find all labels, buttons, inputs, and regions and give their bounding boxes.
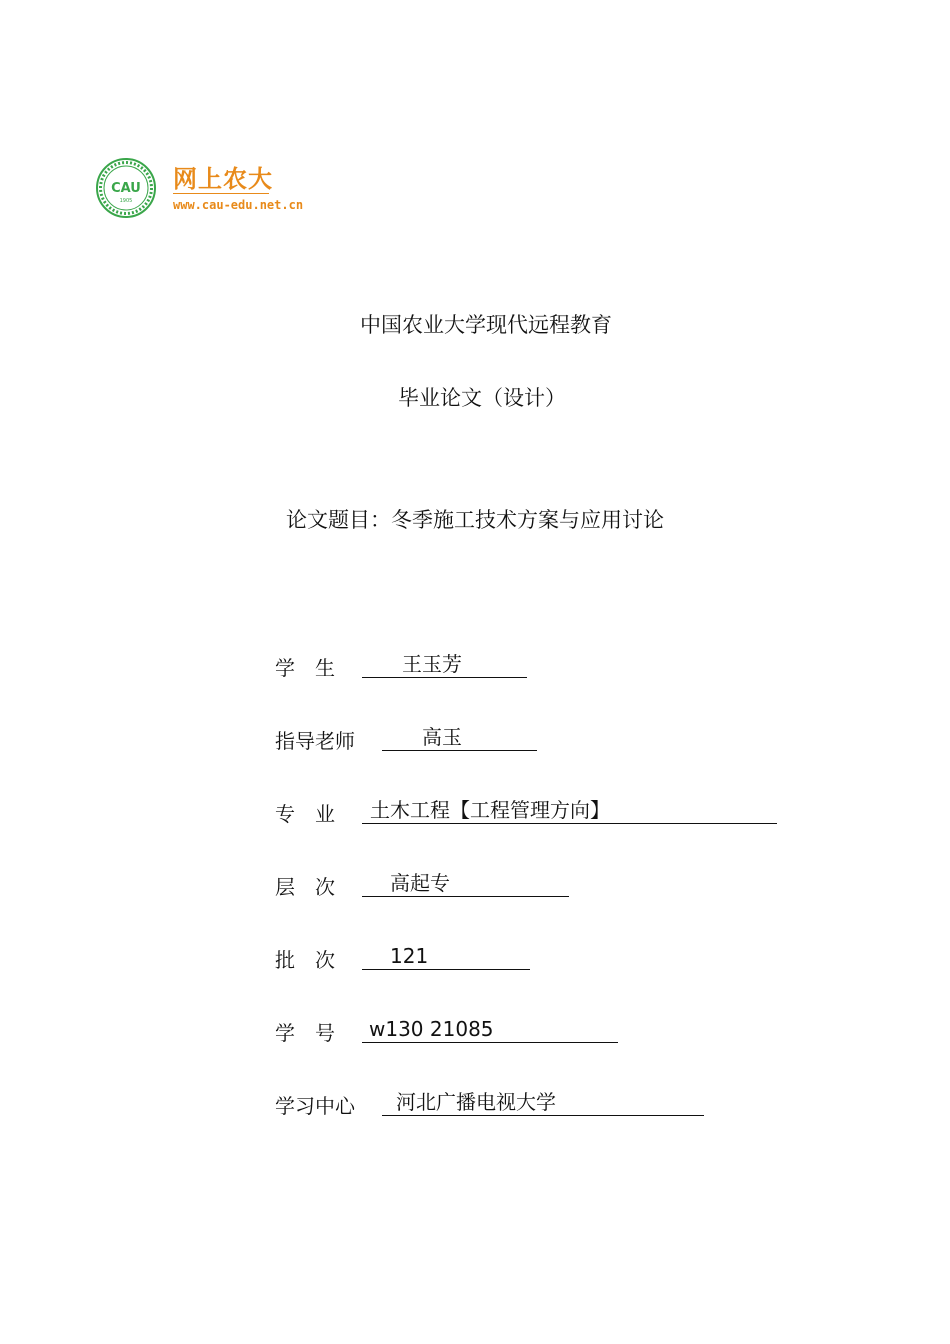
field-label: 指导老师 — [275, 729, 355, 753]
logo — [95, 155, 345, 225]
field-value: w130 21085 — [362, 1017, 618, 1043]
field-label: 学 生 — [275, 656, 335, 680]
field-label: 学习中心 — [275, 1094, 355, 1118]
seal-year: 1905 — [119, 198, 133, 204]
field-label: 层 次 — [275, 875, 335, 899]
brand-url: www.cau-edu.net.cn — [173, 198, 304, 212]
field-label: 批 次 — [275, 948, 335, 972]
brand-name: 网上农大 — [173, 164, 273, 193]
field-value: 高起专 — [362, 871, 569, 897]
field-label: 专 业 — [275, 802, 335, 826]
field-label: 学 号 — [275, 1021, 335, 1045]
field-value: 121 — [362, 944, 530, 970]
field-value: 王玉芳 — [362, 652, 527, 678]
institution-title: 中国农业大学现代远程教育 — [360, 313, 612, 337]
field-value: 河北广播电视大学 — [382, 1090, 704, 1116]
field-value: 土木工程【工程管理方向】 — [362, 798, 777, 824]
document-type: 毕业论文（设计） — [398, 386, 566, 410]
field-value: 高玉 — [382, 725, 537, 751]
seal-text: CAU — [111, 181, 141, 196]
university-seal-icon — [95, 157, 157, 219]
brand-divider — [173, 193, 269, 194]
thesis-title: 论文题目：冬季施工技术方案与应用讨论 — [286, 508, 664, 532]
